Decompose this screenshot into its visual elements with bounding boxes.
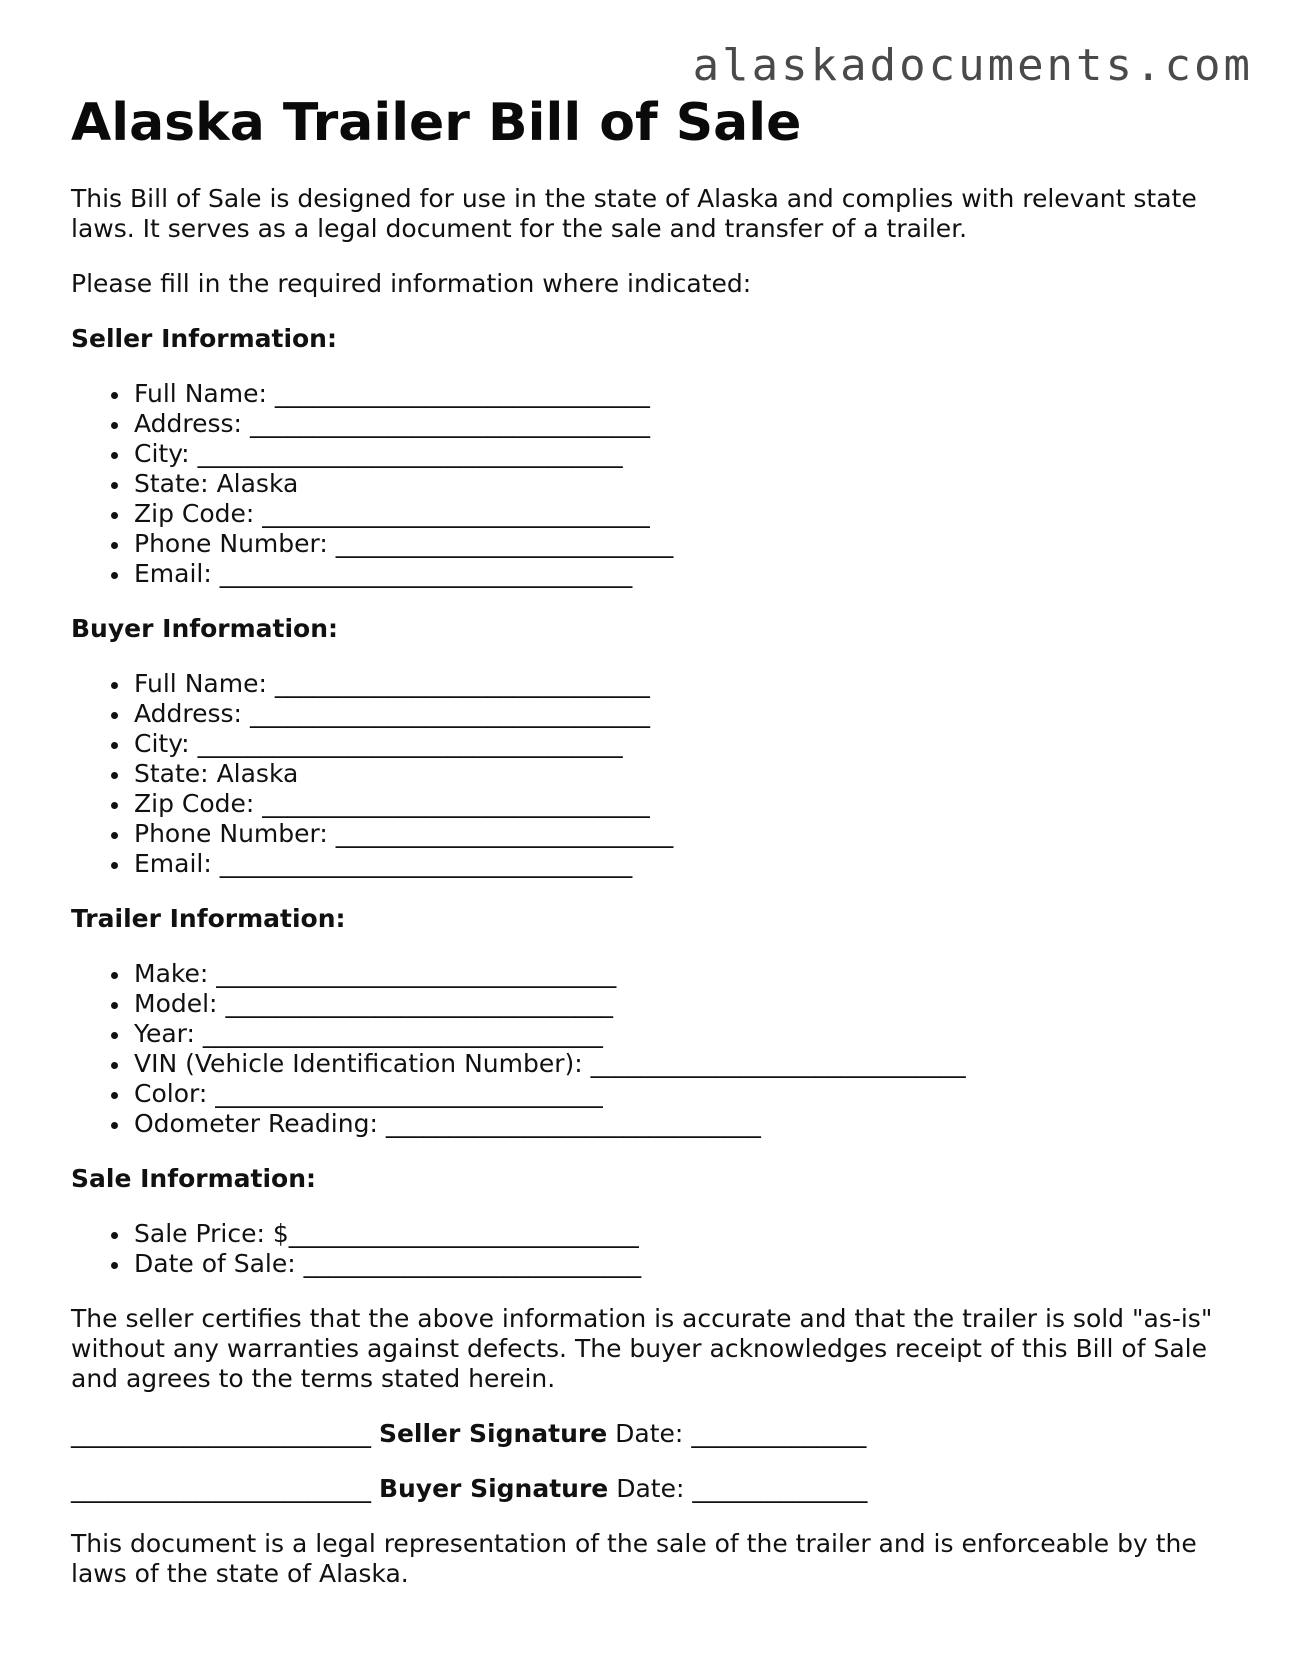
field-label: State:	[134, 759, 209, 788]
seller-email-field[interactable]	[134, 559, 1231, 589]
field-blank: ________________________________	[249, 409, 650, 438]
field-blank: _________________________________	[219, 559, 633, 588]
field-label: Odometer Reading:	[134, 1109, 378, 1138]
intro-paragraph: This Bill of Sale is designed for use in the state of Alaska and complies with relevant state laws. It serves as a legal document for the sale and transfer of a trailer.	[71, 184, 1197, 243]
document-page	[71, 90, 1231, 1589]
buyer-date-label: Date:	[616, 1474, 685, 1503]
buyer-zip-field[interactable]	[134, 789, 1231, 819]
field-label: Phone Number:	[134, 529, 328, 558]
buyer-state-field	[134, 759, 1231, 789]
field-label: Email:	[134, 849, 212, 878]
field-blank: ___________________________	[335, 819, 674, 848]
field-label: VIN (Vehicle Identification Number):	[134, 1049, 583, 1078]
field-label: Email:	[134, 559, 212, 588]
buyer-address-field[interactable]	[134, 699, 1231, 729]
field-value: Alaska	[216, 469, 299, 498]
page-title: Alaska Trailer Bill of Sale	[71, 93, 802, 153]
field-label: City:	[134, 439, 190, 468]
trailer-section-heading: Trailer Information:	[71, 904, 346, 933]
buyer-signature-line[interactable]: ________________________	[71, 1474, 371, 1503]
sale-price-field[interactable]	[134, 1219, 1231, 1249]
field-label: Year:	[134, 1019, 195, 1048]
field-blank: _________________________________	[219, 849, 633, 878]
field-label: Zip Code:	[134, 499, 255, 528]
field-label: Full Name:	[134, 379, 267, 408]
buyer-field-list	[71, 669, 1231, 879]
field-label: Color:	[134, 1079, 208, 1108]
sale-section-heading: Sale Information:	[71, 1164, 316, 1193]
field-blank: ________________________________	[249, 699, 650, 728]
trailer-make-field[interactable]	[134, 959, 1231, 989]
field-value: Alaska	[216, 759, 299, 788]
buyer-date-line[interactable]: ______________	[692, 1474, 868, 1503]
field-label: State:	[134, 469, 209, 498]
field-blank: ________________________________	[216, 959, 617, 988]
seller-date-line[interactable]: ______________	[691, 1419, 867, 1448]
trailer-odometer-field[interactable]	[134, 1109, 1231, 1139]
buyer-phone-field[interactable]	[134, 819, 1231, 849]
closing-paragraph: This document is a legal representation of the sale of the trailer and is enforceable by the laws of the state of Alaska.	[71, 1529, 1197, 1588]
field-label: Zip Code:	[134, 789, 255, 818]
field-blank: _______________________________	[262, 499, 650, 528]
field-blank: ______________________________	[590, 1049, 966, 1078]
field-label: Model:	[134, 989, 218, 1018]
buyer-email-field[interactable]	[134, 849, 1231, 879]
field-label: Date of Sale:	[134, 1249, 296, 1278]
sale-date-field[interactable]	[134, 1249, 1231, 1279]
trailer-year-field[interactable]	[134, 1019, 1231, 1049]
seller-field-list	[71, 379, 1231, 589]
field-blank: ________________________________	[202, 1019, 603, 1048]
field-label: Address:	[134, 699, 242, 728]
seller-city-field[interactable]	[134, 439, 1231, 469]
field-label: Phone Number:	[134, 819, 328, 848]
seller-full-name-field[interactable]	[134, 379, 1231, 409]
seller-section-heading: Seller Information:	[71, 324, 337, 353]
buyer-signature-label: Buyer Signature	[378, 1474, 609, 1503]
seller-signature-line[interactable]: ________________________	[71, 1419, 371, 1448]
trailer-vin-field[interactable]	[134, 1049, 1231, 1079]
field-blank: ____________________________	[288, 1219, 639, 1248]
field-blank: ___________________________	[303, 1249, 642, 1278]
field-label: Address:	[134, 409, 242, 438]
field-blank: ______________________________	[385, 1109, 761, 1138]
buyer-city-field[interactable]	[134, 729, 1231, 759]
seller-signature-label: Seller Signature	[378, 1419, 608, 1448]
seller-address-field[interactable]	[134, 409, 1231, 439]
trailer-model-field[interactable]	[134, 989, 1231, 1019]
field-blank: __________________________________	[197, 439, 623, 468]
buyer-full-name-field[interactable]	[134, 669, 1231, 699]
field-blank: ______________________________	[274, 379, 650, 408]
seller-zip-field[interactable]	[134, 499, 1231, 529]
seller-state-field	[134, 469, 1231, 499]
field-blank: _______________________________	[215, 1079, 603, 1108]
field-blank: ______________________________	[274, 669, 650, 698]
field-label: Sale Price: $	[134, 1219, 289, 1248]
field-label: Full Name:	[134, 669, 267, 698]
trailer-field-list	[71, 959, 1231, 1139]
seller-date-label: Date:	[615, 1419, 684, 1448]
sale-field-list	[71, 1219, 1231, 1279]
field-label: Make:	[134, 959, 209, 988]
field-blank: _______________________________	[225, 989, 613, 1018]
watermark-text: alaskadocuments.com	[692, 40, 1253, 91]
seller-signature-row	[71, 1419, 1231, 1449]
field-blank: _______________________________	[262, 789, 650, 818]
buyer-section-heading: Buyer Information:	[71, 614, 339, 643]
instruction-paragraph: Please fill in the required information where indicated:	[71, 269, 752, 298]
certification-paragraph: The seller certifies that the above information is accurate and that the trailer is sold "as-is" without any warranties against defects. The buyer acknowledges receipt of this Bill of Sale and agrees to the terms stated herein.	[71, 1304, 1213, 1393]
buyer-signature-row	[71, 1474, 1231, 1504]
field-label: City:	[134, 729, 190, 758]
seller-phone-field[interactable]	[134, 529, 1231, 559]
field-blank: ___________________________	[335, 529, 674, 558]
field-blank: __________________________________	[197, 729, 623, 758]
trailer-color-field[interactable]	[134, 1079, 1231, 1109]
